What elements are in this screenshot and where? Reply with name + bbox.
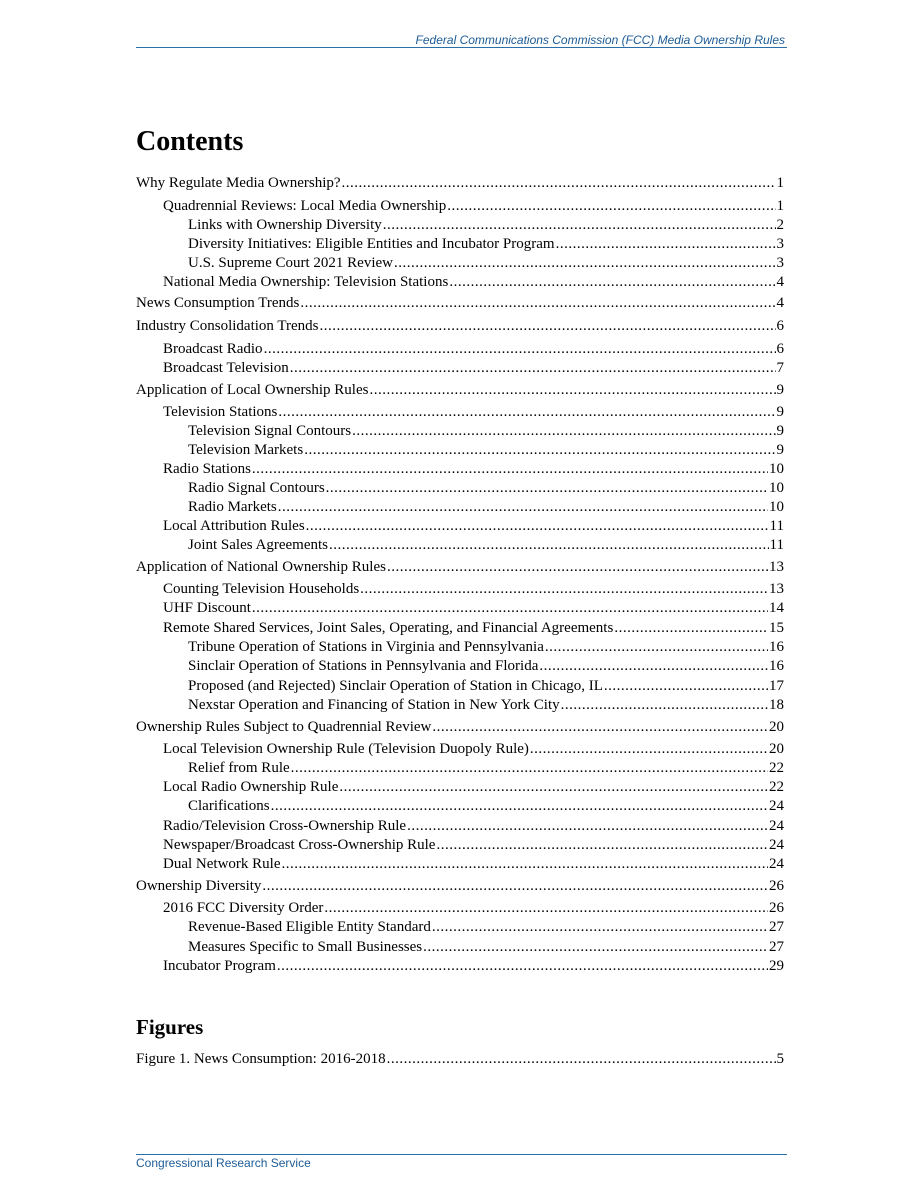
toc-entry[interactable] [136, 638, 784, 657]
toc-entry-page: 1 [776, 198, 784, 214]
toc-entry-title: Radio/Television Cross-Ownership Rule [163, 818, 407, 834]
page-footer [136, 1154, 787, 1170]
dot-leader [432, 918, 768, 937]
dot-leader [320, 317, 776, 336]
toc-entry-title: Proposed (and Rejected) Sinclair Operation of Station in Chicago, IL [188, 678, 603, 694]
toc-entry[interactable] [136, 855, 784, 874]
toc-entry-page: 11 [769, 518, 784, 534]
toc-entry-page: 16 [769, 639, 784, 655]
dot-leader [369, 381, 775, 400]
toc-entry-page: 26 [769, 900, 784, 916]
toc-entry[interactable] [136, 174, 784, 193]
toc-entry-page: 2 [776, 217, 784, 233]
toc-entry[interactable] [136, 657, 784, 676]
toc-entry-title: Ownership Rules Subject to Quadrennial Review [136, 719, 432, 735]
toc-entry-title: Why Regulate Media Ownership? [136, 175, 341, 191]
toc-entry-page: 20 [769, 741, 784, 757]
toc-entry-title: Dual Network Rule [163, 856, 281, 872]
toc-entry[interactable] [136, 938, 784, 957]
dot-leader [383, 216, 776, 235]
dot-leader [264, 340, 776, 359]
toc-entry[interactable] [136, 254, 784, 273]
toc-entry[interactable] [136, 817, 784, 836]
toc-entry-title: Ownership Diversity [136, 878, 262, 894]
toc-entry-page: 26 [769, 878, 784, 894]
toc-entry[interactable] [136, 441, 784, 460]
toc-entry-title: Local Television Ownership Rule (Television Duopoly Rule) [163, 741, 529, 757]
toc-entry-title: Broadcast Radio [163, 341, 263, 357]
toc-entry-title: Remote Shared Services, Joint Sales, Operating, and Financial Agreements [163, 620, 614, 636]
toc-entry[interactable] [136, 294, 784, 313]
toc-entry[interactable] [136, 778, 784, 797]
dot-leader [614, 619, 768, 638]
dot-leader [342, 174, 776, 193]
toc-entry[interactable] [136, 359, 784, 378]
toc-entry-title: News Consumption Trends [136, 295, 300, 311]
toc-entry-title: Television Markets [188, 442, 304, 458]
toc-entry[interactable] [136, 918, 784, 937]
dot-leader [306, 517, 769, 536]
toc-entry[interactable] [136, 599, 784, 618]
dot-leader [300, 294, 775, 313]
toc-entry[interactable] [136, 479, 784, 498]
dot-leader [339, 778, 768, 797]
toc-entry-page: 3 [776, 255, 784, 271]
toc-entry[interactable] [136, 216, 784, 235]
toc-entry-page: 13 [769, 581, 784, 597]
toc-entry[interactable] [136, 317, 784, 336]
toc-entry[interactable] [136, 718, 784, 737]
dot-leader [436, 836, 768, 855]
page-header [136, 33, 787, 48]
toc-entry-title: Application of National Ownership Rules [136, 559, 386, 575]
toc-entry-page: 6 [776, 341, 784, 357]
toc-entry-page: 7 [776, 360, 784, 376]
toc-entry[interactable] [136, 899, 784, 918]
toc-entry[interactable] [136, 836, 784, 855]
toc-entry-title: Local Radio Ownership Rule [163, 779, 339, 795]
dot-leader [278, 498, 768, 517]
dot-leader [271, 797, 768, 816]
dot-leader [290, 359, 776, 378]
toc-entry-page: 9 [776, 442, 784, 458]
toc-entry[interactable] [136, 877, 784, 896]
dot-leader [262, 877, 768, 896]
toc-entry-title: UHF Discount [163, 600, 251, 616]
toc-entry[interactable] [136, 235, 784, 254]
dot-leader [352, 422, 775, 441]
toc-entry-page: 4 [776, 295, 784, 311]
toc-entry-page: 29 [769, 958, 784, 974]
dot-leader [530, 740, 768, 759]
dot-leader [387, 558, 768, 577]
toc-entry[interactable] [136, 273, 784, 292]
toc-entry[interactable] [136, 957, 784, 976]
dot-leader [252, 460, 768, 479]
toc-entry[interactable] [136, 498, 784, 517]
toc-entry-page: 9 [776, 404, 784, 420]
toc-entry-title: Nexstar Operation and Financing of Station in New York City [188, 697, 560, 713]
toc-entry[interactable] [136, 340, 784, 359]
dot-leader [447, 197, 775, 216]
toc-entry-title: Quadrennial Reviews: Local Media Ownership [163, 198, 447, 214]
toc-entry-page: 18 [769, 697, 784, 713]
dot-leader [252, 599, 768, 618]
toc-entry-page: 24 [769, 856, 784, 872]
dot-leader [561, 696, 768, 715]
toc-entry-page: 14 [769, 600, 784, 616]
toc-entry-page: 24 [769, 798, 784, 814]
toc-entry-page: 1 [776, 175, 784, 191]
figures-heading: Figures [136, 1015, 204, 1039]
toc-entry-title: National Media Ownership: Television Stations [163, 274, 449, 290]
figure-entry[interactable] [136, 1050, 784, 1069]
toc-entry-page: 20 [769, 719, 784, 735]
dot-leader [324, 899, 768, 918]
toc-entry-page: 13 [769, 559, 784, 575]
figure-entry-title: Figure 1. News Consumption: 2016-2018 [136, 1051, 386, 1067]
toc-entry-title: Broadcast Television [163, 360, 289, 376]
toc-entry-page: 4 [776, 274, 784, 290]
toc-entry-page: 24 [769, 837, 784, 853]
toc-entry-title: U.S. Supreme Court 2021 Review [188, 255, 393, 271]
toc-entry-title: 2016 FCC Diversity Order [163, 900, 324, 916]
toc-entry-page: 27 [769, 939, 784, 955]
toc-entry[interactable] [136, 197, 784, 216]
toc-entry[interactable] [136, 403, 784, 422]
toc-entry-title: Television Stations [163, 404, 278, 420]
toc-entry-title: Revenue-Based Eligible Entity Standard [188, 919, 431, 935]
toc-entry-page: 17 [769, 678, 784, 694]
toc-entry-title: Radio Stations [163, 461, 251, 477]
toc-entry[interactable] [136, 580, 784, 599]
dot-leader [432, 718, 768, 737]
toc-entry-title: Measures Specific to Small Businesses [188, 939, 423, 955]
header-title: Federal Communications Commission (FCC) Media Ownership Rules [415, 33, 785, 47]
dot-leader [539, 657, 768, 676]
toc-entry-page: 9 [776, 382, 784, 398]
toc-entry[interactable] [136, 740, 784, 759]
toc-entry-title: Clarifications [188, 798, 270, 814]
toc-entry-title: Diversity Initiatives: Eligible Entities and Incubator Program [188, 236, 555, 252]
toc-entry-page: 27 [769, 919, 784, 935]
toc-entry-title: Radio Markets [188, 499, 277, 515]
toc-entry-page: 10 [769, 499, 784, 515]
toc-entry-page: 3 [776, 236, 784, 252]
toc-entry[interactable] [136, 677, 784, 696]
dot-leader [556, 235, 776, 254]
dot-leader [304, 441, 775, 460]
toc-entry-page: 6 [776, 318, 784, 334]
toc-entry-title: Radio Signal Contours [188, 480, 325, 496]
dot-leader [394, 254, 776, 273]
toc-entry-title: Relief from Rule [188, 760, 290, 776]
toc-entry[interactable] [136, 696, 784, 715]
toc-entry-title: Joint Sales Agreements [188, 537, 328, 553]
dot-leader [326, 479, 768, 498]
toc-entry[interactable] [136, 460, 784, 479]
dot-leader [281, 855, 768, 874]
dot-leader [277, 957, 768, 976]
toc-entry-page: 24 [769, 818, 784, 834]
dot-leader [291, 759, 768, 778]
toc-entry-page: 15 [769, 620, 784, 636]
toc-entry-page: 10 [769, 461, 784, 477]
toc-entry[interactable] [136, 536, 784, 555]
toc-entry[interactable] [136, 619, 784, 638]
contents-heading: Contents [136, 126, 244, 157]
toc-entry[interactable] [136, 558, 784, 577]
toc-entry-title: Industry Consolidation Trends [136, 318, 319, 334]
dot-leader [329, 536, 769, 555]
toc-entry-title: Incubator Program [163, 958, 276, 974]
toc-entry-page: 11 [769, 537, 784, 553]
toc-entry-title: Sinclair Operation of Stations in Pennsylvania and Florida [188, 658, 539, 674]
toc-entry-page: 9 [776, 423, 784, 439]
toc-entry-title: Tribune Operation of Stations in Virginia and Pennsylvania [188, 639, 544, 655]
footer-text: Congressional Research Service [136, 1156, 311, 1170]
toc-entry-page: 10 [769, 480, 784, 496]
dot-leader [423, 938, 768, 957]
toc-entry-page: 22 [769, 760, 784, 776]
toc-entry[interactable] [136, 381, 784, 400]
toc-entry-page: 16 [769, 658, 784, 674]
toc-entry-title: Links with Ownership Diversity [188, 217, 382, 233]
toc-entry-title: Local Attribution Rules [163, 518, 305, 534]
dot-leader [387, 1050, 776, 1069]
dot-leader [545, 638, 768, 657]
toc-entry-title: Counting Television Households [163, 581, 360, 597]
dot-leader [604, 677, 768, 696]
toc-entry[interactable] [136, 517, 784, 536]
toc-entry-page: 22 [769, 779, 784, 795]
dot-leader [407, 817, 768, 836]
toc-entry-title: Television Signal Contours [188, 423, 352, 439]
toc-entry[interactable] [136, 422, 784, 441]
toc-entry[interactable] [136, 797, 784, 816]
toc-entry-title: Newspaper/Broadcast Cross-Ownership Rule [163, 837, 436, 853]
toc-entry[interactable] [136, 759, 784, 778]
dot-leader [360, 580, 768, 599]
dot-leader [278, 403, 775, 422]
dot-leader [449, 273, 775, 292]
toc-entry-title: Application of Local Ownership Rules [136, 382, 369, 398]
figure-entry-page: 5 [776, 1051, 784, 1067]
